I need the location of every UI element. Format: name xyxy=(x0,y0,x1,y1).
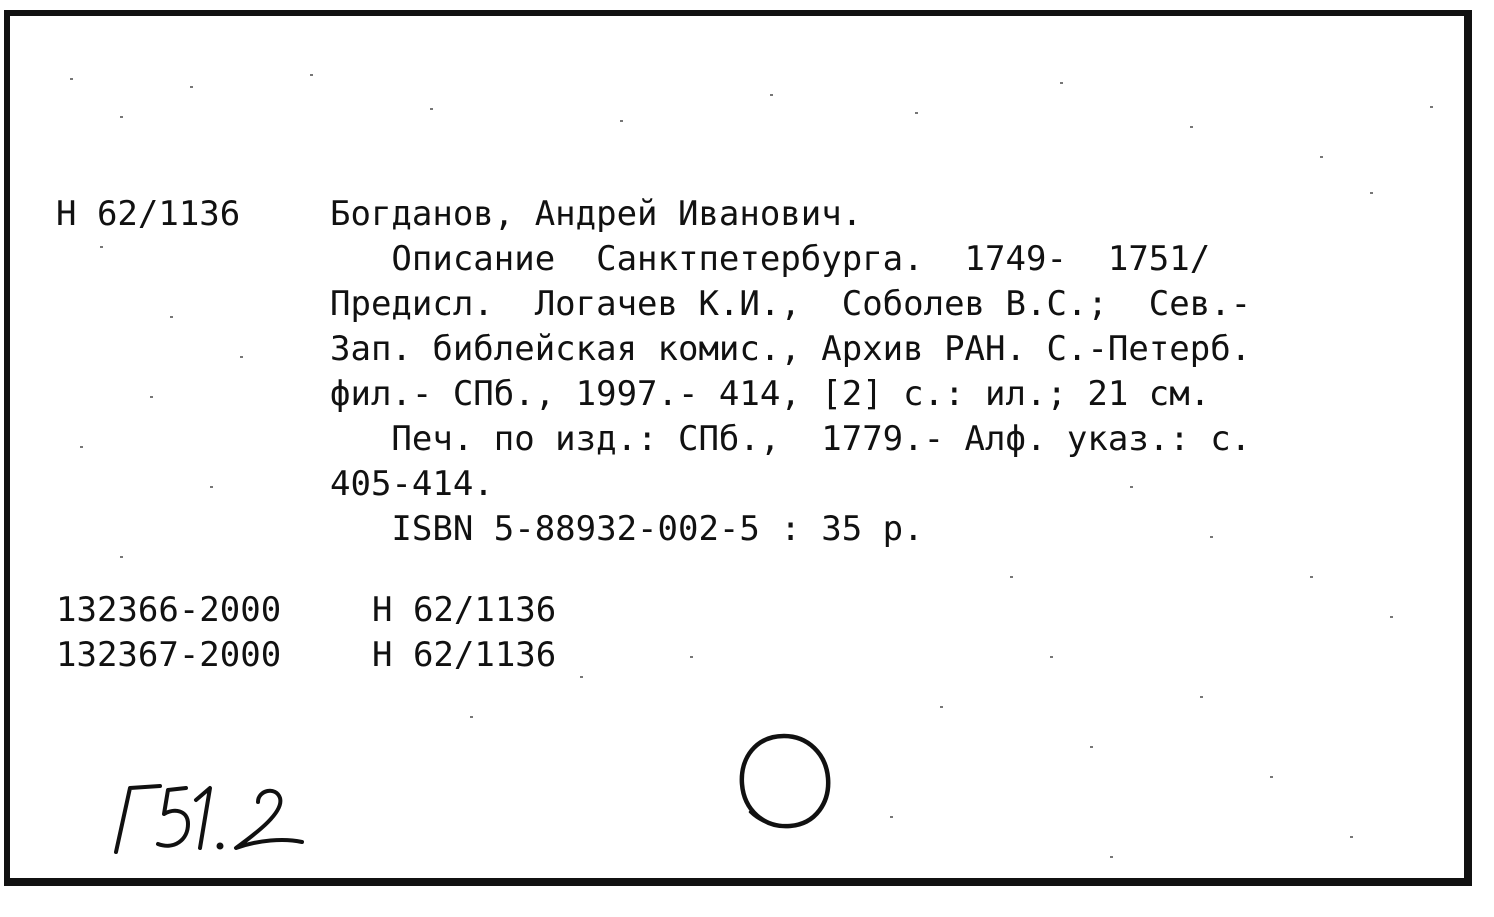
catalog-card xyxy=(4,10,1472,886)
inventory-call-number: Н 62/1136 xyxy=(372,635,557,675)
description-line: Описание Санктпетербурга. 1749- 1751/ xyxy=(330,239,1211,279)
inventory-number: 132367-2000 xyxy=(56,635,282,675)
description-line: Предисл. Логачев К.И., Соболев В.С.; Сев.- xyxy=(330,284,1252,324)
handwritten-circle-mark xyxy=(732,728,842,838)
author-heading: Богданов, Андрей Иванович. xyxy=(330,194,863,234)
isbn-price-line: ISBN 5-88932-002-5 : 35 р. xyxy=(330,509,924,549)
description-line: Печ. по изд.: СПб., 1779.- Алф. указ.: с. xyxy=(330,419,1252,459)
handwritten-shelf-note xyxy=(108,782,318,862)
inventory-number: 132366-2000 xyxy=(56,590,282,630)
inventory-call-number: Н 62/1136 xyxy=(372,590,557,630)
description-line: Зап. библейская комис., Архив РАН. С.-Петерб. xyxy=(330,329,1252,369)
description-line: фил.- СПб., 1997.- 414, [2] с.: ил.; 21 см. xyxy=(330,374,1211,414)
call-number: Н 62/1136 xyxy=(56,194,241,234)
description-line: 405-414. xyxy=(330,464,494,504)
